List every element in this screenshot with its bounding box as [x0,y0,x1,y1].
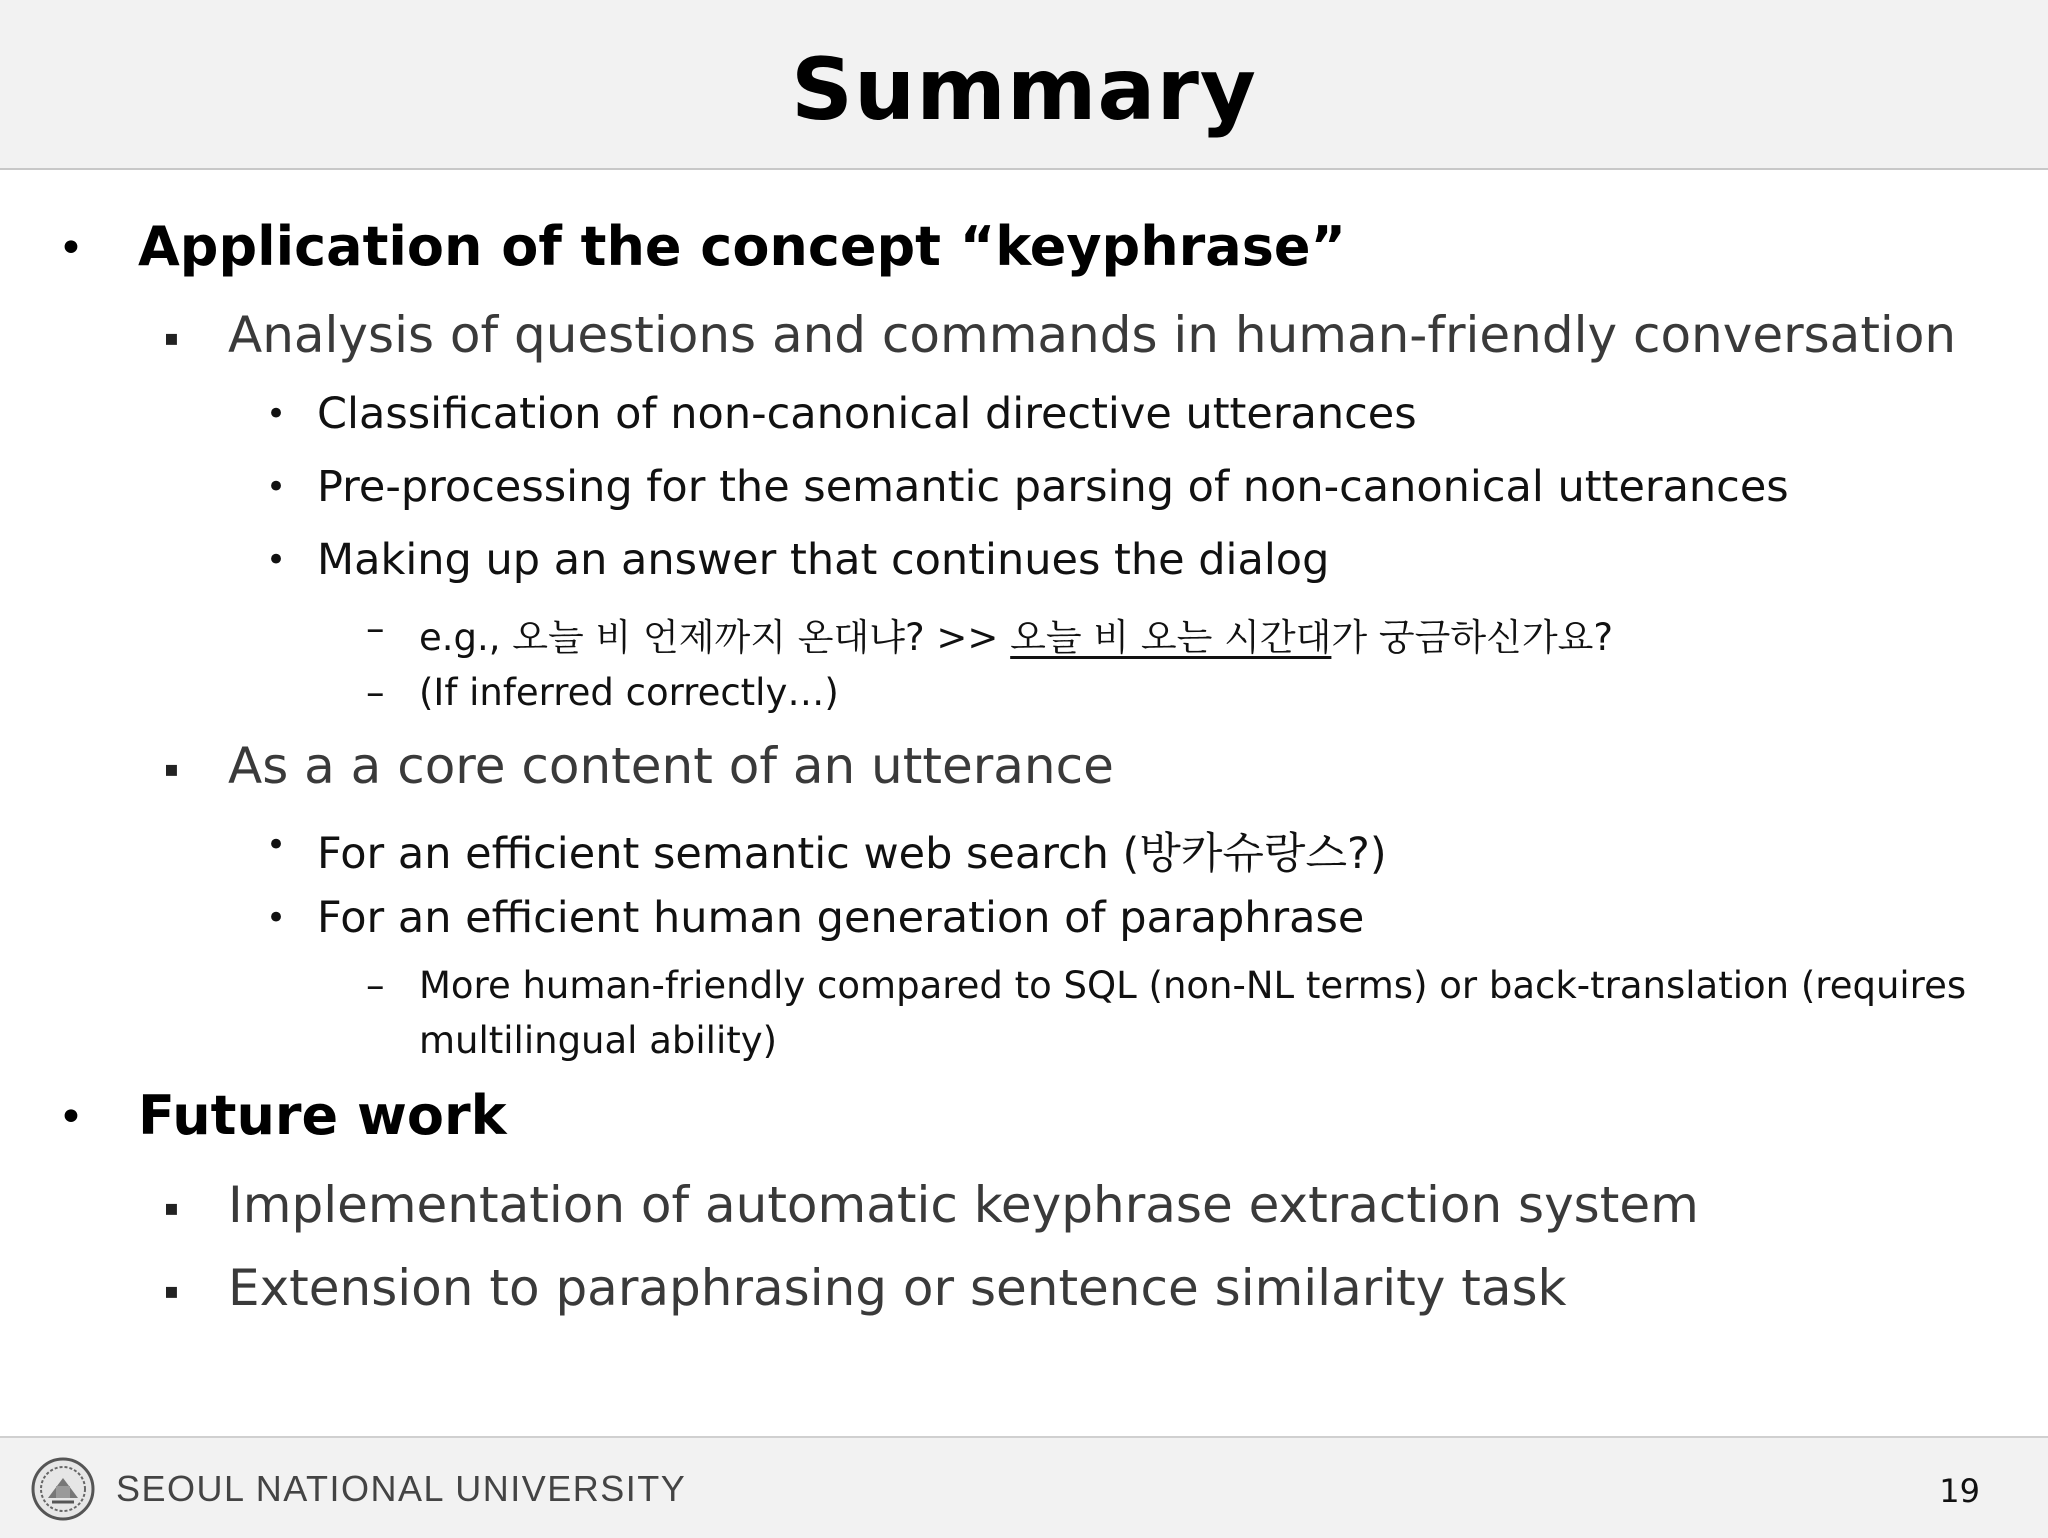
slide-footer [0,1436,2048,1538]
bullet-application-keyphrase: Application of the concept “keyphrase” [138,215,1346,278]
bullet-marker: ▪ [164,757,179,782]
bullet-core-content: As a a core content of an utterance [228,737,1114,795]
bullet-marker: • [266,898,287,938]
bullet-semantic-web-search: For an efficient semantic web search (방카슈랑스?) [317,829,1387,879]
bullet-marker: • [266,467,287,507]
bullet-marker: • [58,223,84,274]
bullet-marker: ▪ [164,1279,179,1304]
bullet-more-human-friendly: More human-friendly compared to SQL (non-NL terms) or back-translation (requires [419,964,1967,1007]
bullet-making-answer: Making up an answer that continues the dialog [317,535,1330,585]
page-number: 19 [1939,1472,1980,1510]
bullet-analysis-questions: Analysis of questions and commands in human-friendly conversation [228,306,1957,364]
example-underlined: 오늘 비 오는 시간대 [1010,616,1332,659]
bullet-human-generation: For an efficient human generation of paraphrase [317,893,1365,943]
bullet-marker: • [58,1092,84,1143]
bullet-more-human-friendly-cont: multilingual ability) [419,1019,778,1062]
bullet-implementation: Implementation of automatic keyphrase extraction system [228,1176,1699,1234]
bullet-marker: ▪ [164,326,179,351]
example-suffix: 가 궁금하신가요? [1331,616,1613,659]
bullet-marker: – [366,671,385,714]
bullet-marker: • [266,394,287,434]
snu-emblem-icon [30,1456,96,1522]
bullet-marker: – [366,607,385,650]
university-name: SEOUL NATIONAL UNIVERSITY [116,1468,687,1509]
bullet-preprocessing: Pre-processing for the semantic parsing of non-canonical utterances [317,462,1789,512]
bullet-marker: – [366,964,385,1007]
bullet-marker: • [266,825,287,865]
slide-header [0,0,2048,170]
bullet-marker: ▪ [164,1196,179,1221]
bullet-if-inferred: (If inferred correctly…) [419,671,839,714]
example-prefix: e.g., 오늘 비 언제까지 온대냐? >> [419,616,1011,659]
bullet-extension: Extension to paraphrasing or sentence similarity task [228,1259,1567,1317]
bullet-classification: Classification of non-canonical directive utterances [317,389,1417,439]
bullet-marker: • [266,540,287,580]
bullet-example-korean [419,607,1613,661]
slide-title: Summary [791,40,1257,140]
bullet-future-work: Future work [138,1084,507,1147]
